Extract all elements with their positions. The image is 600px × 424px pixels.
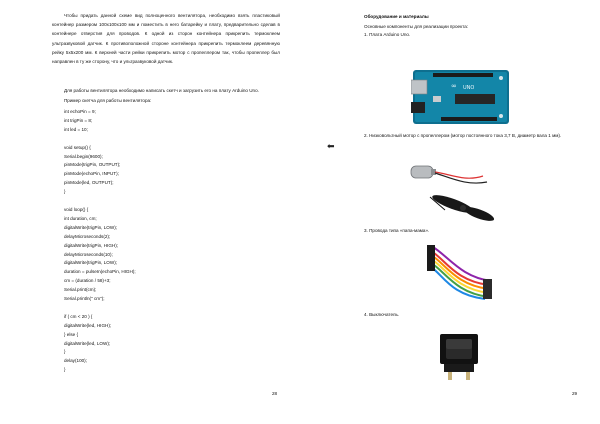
code-line: duration = pulseIn(echoPin, HIGH); xyxy=(64,269,136,275)
code-line xyxy=(64,135,264,144)
code-line: digitalWrite(trigPin, LOW); xyxy=(64,260,118,266)
code-line: int duration, cm; xyxy=(64,215,97,221)
code-line: delay(100); xyxy=(64,358,87,364)
arduino-board-image xyxy=(411,66,511,127)
code-line: } xyxy=(64,367,66,373)
code-line: delayMicroseconds(2); xyxy=(64,233,111,239)
motor-propeller-image xyxy=(395,152,505,224)
arrow-marker-icon: ⬅ xyxy=(327,141,335,151)
code-line: pinMode(echoPin, INPUT); xyxy=(64,171,119,177)
page-number-left: 28 xyxy=(272,391,278,396)
paragraph-assembly: Чтобы придать данной схеме вид полноценного вентилятора, необходимо взять пластиковый контейнер размером 100x100x100 мм и поместить в него батарейку и плату, предварительно сделав в контейнере отверстия для проводов. К одной из сторон контейнера прикрепить термоклеем ультразвуковой датчик. К противоположной стороне контейнера прикрепить термоклеем деревянную рейку 5х5х200 мм. К верхней части рейки прикрепить мотор с пропеллером так, чтобы пропеллер был направлен в ту же сторону, что и ультразвуковой датчик. xyxy=(52,13,280,65)
code-line: digitalWrite(led, LOW); xyxy=(64,340,111,346)
code-line: pinMode(led, OUTPUT); xyxy=(64,180,114,186)
code-line: } xyxy=(64,349,66,355)
code-line: if ( cm < 20 ) { xyxy=(64,313,93,319)
component-item-wires: 3. Провода типа «папа-мама». xyxy=(364,228,430,233)
code-line: Serial.println(" cm"); xyxy=(64,296,105,302)
paragraph-sketch-example: Пример скетча для работы вентилятора: xyxy=(64,98,152,103)
code-line: void loop() { xyxy=(64,206,89,212)
paragraph-sketch-intro: Для работы вентилятора необходимо написать скетч и загрузить его на плату Arduino Uno. xyxy=(64,88,259,93)
code-line: digitalWrite(trigPin, HIGH); xyxy=(64,242,119,248)
section-heading: Оборудование и материалы xyxy=(364,14,429,19)
jumper-wires-image xyxy=(425,241,495,301)
code-line: pinMode(trigPin, OUTPUT); xyxy=(64,162,121,168)
svg-text:UNO: UNO xyxy=(463,85,475,91)
code-line: } else { xyxy=(64,331,79,337)
svg-text:∞: ∞ xyxy=(451,82,457,90)
code-line: int trigPin = 8; xyxy=(64,117,93,123)
component-item-switch: 4. Выключатель. xyxy=(364,312,400,317)
code-listing xyxy=(64,108,264,375)
code-line: int echoPin = 9; xyxy=(64,109,96,114)
page-number-right: 29 xyxy=(572,391,578,396)
component-item-motor: 2. Низковольтный мотор с пропеллером (мотор постоянного тока 3,7 В, диаметр вала 1 мм). xyxy=(364,133,562,138)
code-line: } xyxy=(64,189,66,195)
code-line xyxy=(64,197,264,206)
code-line: digitalWrite(led, HIGH); xyxy=(64,322,112,328)
component-item-arduino: 1. Плата Arduino Uno. xyxy=(364,32,411,37)
components-intro: Основные компоненты для реализации проекта: xyxy=(364,24,469,29)
code-line: Serial.begin(9600); xyxy=(64,153,103,159)
code-line: delayMicroseconds(10); xyxy=(64,251,113,257)
code-line: int led = 10; xyxy=(64,126,88,132)
code-line xyxy=(64,304,264,313)
code-line: void setup() { xyxy=(64,144,91,150)
code-line: cm = (duration / 58)+3; xyxy=(64,278,111,284)
code-line: Serial.print(cm); xyxy=(64,287,97,293)
code-line: digitalWrite(trigPin, LOW); xyxy=(64,224,118,230)
rocker-switch-image xyxy=(436,330,482,382)
